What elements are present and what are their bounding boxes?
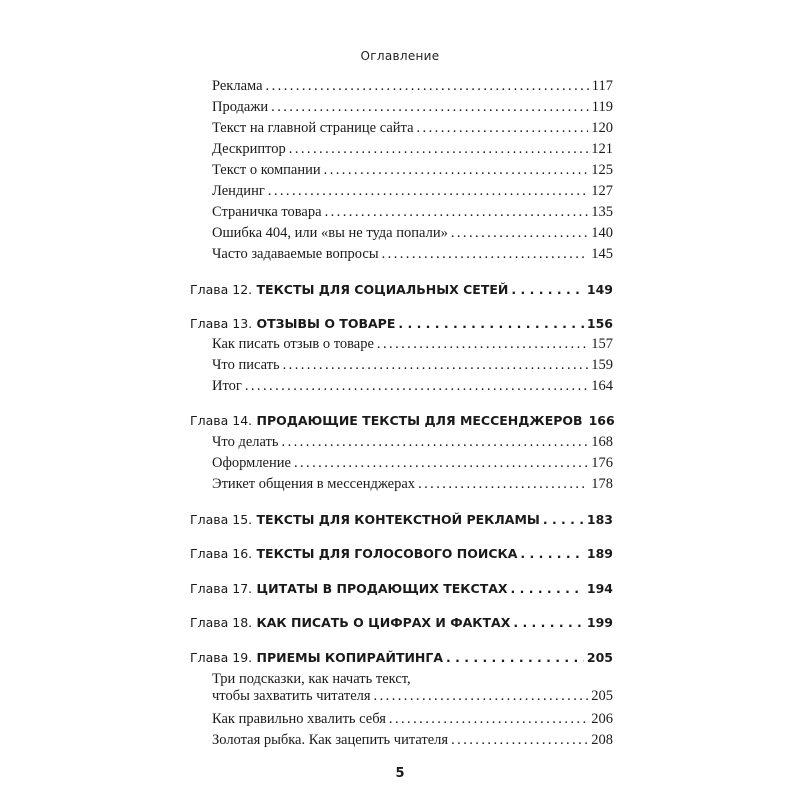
entry-title [190,615,510,630]
leader-dots [382,246,589,263]
entry-title: Что писать [212,357,280,373]
leader-dots [289,141,588,158]
leader-dots [520,546,584,561]
section-entry [190,434,613,451]
entry-page: 164 [591,378,613,394]
entry-title: Что делать [212,434,279,450]
entry-page: 208 [591,732,613,748]
chapter-title: ТЕКСТЫ ДЛЯ ГОЛОСОВОГО ПОИСКА [256,546,518,561]
chapter-label: Глава 18. [190,615,253,630]
chapter-entry [190,512,613,527]
leader-dots [543,512,584,527]
section-entry [190,99,613,116]
chapter-title: ТЕКСТЫ ДЛЯ СОЦИАЛЬНЫХ СЕТЕЙ [256,282,509,297]
entry-page: 168 [591,434,613,450]
chapter-title: ПРИЕМЫ КОПИРАЙТИНГА [256,650,444,665]
chapter-label: Глава 13. [190,316,253,331]
leader-dots [325,204,589,221]
entry-title [190,413,583,428]
entry-title-line1: Три подсказки, как начать текст, [212,671,411,687]
chapter-title: ТЕКСТЫ ДЛЯ КОНТЕКСТНОЙ РЕКЛАМЫ [256,512,540,527]
entry-page: 189 [586,546,613,561]
chapter-label: Глава 14. [190,413,253,428]
entry-page: 205 [586,650,613,665]
entry-title: Дескриптор [212,141,286,157]
leader-dots [418,476,588,493]
entry-page: 149 [586,282,613,297]
entry-title: Оформление [212,455,291,471]
entry-page: 125 [591,162,613,178]
entry-page: 206 [591,711,613,727]
leader-dots [282,434,589,451]
chapter-entry [190,413,613,428]
section-entry [190,711,613,728]
leader-dots [389,711,588,728]
section-entry [190,732,613,749]
leader-dots [417,120,589,137]
entry-page: 159 [591,357,613,373]
entry-page: 205 [591,688,613,704]
chapter-entry [190,615,613,630]
leader-dots [446,650,584,665]
leader-dots [451,732,588,749]
page-number: 5 [395,766,405,781]
entry-title [190,512,540,527]
entry-page: 176 [591,455,613,471]
section-entry [190,141,613,158]
entry-page: 140 [591,225,613,241]
leader-dots [271,99,589,116]
entry-page: 157 [591,336,613,352]
section-entry [190,246,613,263]
entry-page: 135 [591,204,613,220]
entry-page: 120 [591,120,613,136]
section-entry [190,671,613,705]
entry-page: 121 [591,141,613,157]
entry-page: 117 [591,78,613,94]
chapter-entry [190,581,613,596]
leader-dots [268,183,588,200]
chapter-title: ОТЗЫВЫ О ТОВАРЕ [256,316,396,331]
leader-dots [324,162,589,179]
entry-page: 119 [591,99,613,115]
entry-title: Этикет общения в мессенджерах [212,476,416,492]
chapter-title: КАК ПИСАТЬ О ЦИФРАХ И ФАКТАХ [256,615,511,630]
leader-dots [245,378,588,395]
entry-title [190,316,395,331]
section-entry [190,357,613,374]
chapter-entry [190,650,613,665]
entry-title: Часто задаваемые вопросы [212,246,379,262]
section-entry [190,162,613,179]
entry-page: 145 [591,246,613,262]
entry-page: 178 [591,476,613,492]
entry-title: Продажи [212,99,269,115]
chapter-label: Глава 15. [190,512,253,527]
leader-dots [511,282,584,297]
chapter-entry [190,316,613,331]
entry-title [190,546,517,561]
leader-dots [374,688,589,705]
entry-page: 166 [588,413,615,428]
chapter-entry [190,282,613,297]
section-entry [190,204,613,221]
chapter-label: Глава 16. [190,546,253,561]
section-entry [190,476,613,493]
entry-title: Как правильно хвалить себя [212,711,386,727]
entry-title: Золотая рыбка. Как зацепить читателя [212,732,449,748]
section-entry [190,120,613,137]
entry-title: Текст о компании [212,162,321,178]
leader-dots [266,78,589,95]
entry-title [190,581,508,596]
entry-title: Как писать отзыв о товаре [212,336,374,352]
entry-page: 183 [586,512,613,527]
entry-page: 194 [586,581,613,596]
entry-title: Реклама [212,78,263,94]
chapter-title: ПРОДАЮЩИЕ ТЕКСТЫ ДЛЯ МЕССЕНДЖЕРОВ [256,413,583,428]
entry-title-line2: чтобы захватить читателя [212,688,371,704]
leader-dots [377,336,588,353]
entry-title [190,282,508,297]
entry-title: Итог [212,378,242,394]
section-entry [190,455,613,472]
entry-title: Текст на главной странице сайта [212,120,414,136]
leader-dots [283,357,589,374]
section-entry [190,183,613,200]
chapter-label: Глава 19. [190,650,253,665]
section-entry [190,225,613,242]
chapter-label: Глава 17. [190,581,253,596]
entry-title: Лендинг [212,183,265,199]
chapter-title: ЦИТАТЫ В ПРОДАЮЩИХ ТЕКСТАХ [256,581,508,596]
running-header: Оглавление [360,49,440,63]
entry-title: Страничка товара [212,204,322,220]
section-entry [190,78,613,95]
section-entry [190,336,613,353]
entry-title [190,650,443,665]
entry-title: Ошибка 404, или «вы не туда попали» [212,225,448,241]
section-entry [190,378,613,395]
leader-dots [398,316,584,331]
leader-dots [513,615,584,630]
leader-dots [451,225,588,242]
chapter-label: Глава 12. [190,282,253,297]
leader-dots [294,455,588,472]
chapter-entry [190,546,613,561]
leader-dots [511,581,584,596]
entry-page: 199 [586,615,613,630]
entry-page: 156 [586,316,613,331]
entry-page: 127 [591,183,613,199]
